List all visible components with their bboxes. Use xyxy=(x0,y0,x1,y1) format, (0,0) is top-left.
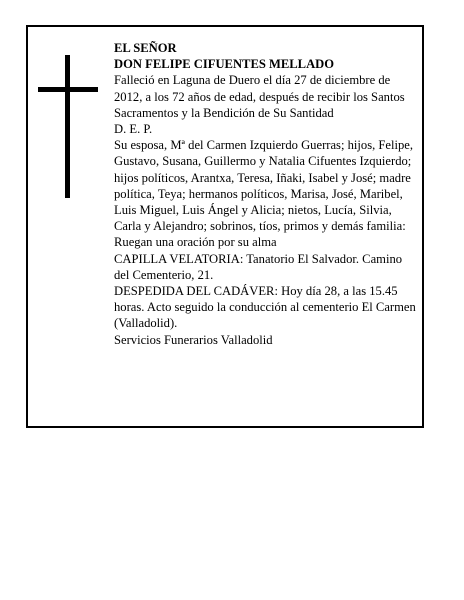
cross-vertical-bar xyxy=(65,55,70,198)
dep-line: D. E. P. xyxy=(114,122,153,137)
prayer-request: Ruegan una oración por su alma xyxy=(114,235,277,250)
obituary-title: EL SEÑOR xyxy=(114,41,177,55)
obituary-text xyxy=(114,40,420,348)
cross-horizontal-bar xyxy=(38,87,98,92)
family-list: Su esposa, Mª del Carmen Izquierdo Guerras; hijos, Felipe, Gustavo, Susana, Guillermo y Natalia Cifuentes Izquierdo; hijos políticos, Arantxa, Teresa, Iñaki, Isabel y José; madre política, Teya; hermanos políticos, Marisa, José, Maribel, Luis Miguel, Luis Ángel y Alicia; nietos, Lucía, Silvia, Carla y Alejandro; sobrinos, tíos, primos y demás familia: xyxy=(114,138,414,234)
death-announcement: Falleció en Laguna de Duero el día 27 de diciembre de 2012, a los 72 años de edad, después de recibir los Santos Sacramentos y la Bendición de Su Santidad xyxy=(114,73,405,120)
cross-icon xyxy=(38,55,98,198)
farewell-info: DESPEDIDA DEL CADÁVER: Hoy día 28, a las 15.45 horas. Acto seguido la conducción al cementerio El Carmen (Valladolid). xyxy=(114,284,416,331)
chapel-info: CAPILLA VELATORIA: Tanatorio El Salvador. Camino del Cementerio, 21. xyxy=(114,251,403,282)
obituary-notice xyxy=(26,25,424,428)
funeral-services: Servicios Funerarios Valladolid xyxy=(114,332,273,347)
deceased-name: DON FELIPE CIFUENTES MELLADO xyxy=(114,57,335,72)
